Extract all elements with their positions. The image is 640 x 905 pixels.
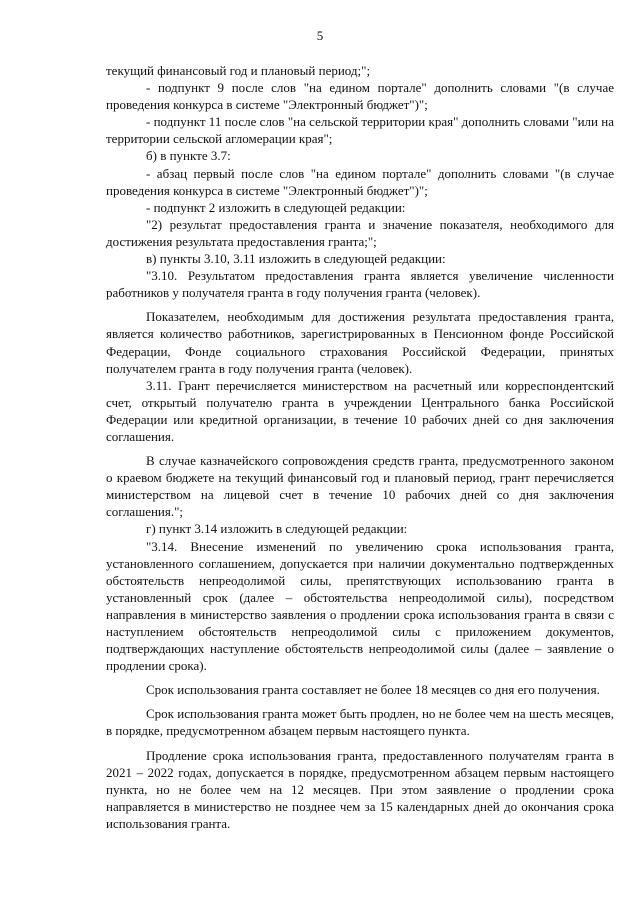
- paragraph: 3.11. Грант перечисляется министерством на расчетный или корреспондентский счет, открытый получателю гранта в учреждении Центрального банка Российской Федерации или кредитной организации, в течение 10 рабочих дней со дня заключения соглашения.: [106, 377, 614, 444]
- paragraph: - абзац первый после слов "на едином портале" дополнить словами "(в случае проведения конкурса в системе "Электронный бюджет")";: [106, 165, 614, 198]
- paragraph: б) в пункте 3.7:: [146, 148, 231, 164]
- paragraph: "3.14. Внесение изменений по увеличению срока использования гранта, установленного соглашением, допускается при наличии документально подтвержденных обстоятельств непреодолимой силы, препятствующих использованию гранта в установленный срок (далее – обстоятельства непреодолимой силы), посредством направления в министерство заявления о продлении срока использования гранта в связи с наступлением обстоятельств непреодолимой силы с приложением документов, подтверждающих наступление обстоятельств непреодолимой силы (далее – заявление о продлении срока).: [106, 538, 614, 674]
- paragraph: Срок использования гранта может быть продлен, но не более чем на шесть месяцев, в порядке, предусмотренном абзацем первым настоящего пункта.: [106, 706, 614, 739]
- paragraph: - подпункт 2 изложить в следующей редакции:: [146, 199, 406, 215]
- page-number: 5: [316, 28, 324, 43]
- paragraph: Показателем, необходимым для достижения результата предоставления гранта, является количество работников, зарегистрированных в Пенсионном фонде Российской Федерации, Фонде социального страхования Российской Федерации, принятых получателем гранта в году получения гранта (человек).: [106, 309, 614, 376]
- paragraph: - подпункт 9 после слов "на едином портале" дополнить словами "(в случае проведения конкурса в системе "Электронный бюджет")";: [106, 80, 614, 113]
- paragraph: Срок использования гранта составляет не более 18 месяцев со дня его получения.: [146, 682, 600, 698]
- paragraph: Продление срока использования гранта, предоставленного получателям гранта в 2021 – 2022 годах, допускается в порядке, предусмотренном абзацем первым настоящего пункта, но не более чем на 12 месяцев. При этом заявление о продлении срока направляется в министерство не позднее чем за 15 календарных дней до окончания срока использования гранта.: [106, 747, 614, 831]
- paragraph: текущий финансовый год и плановый период;";: [106, 63, 371, 78]
- paragraph: "3.10. Результатом предоставления гранта является увеличение численности работников у получателя гранта в году получения гранта (человек).: [106, 268, 614, 301]
- paragraph: "2) результат предоставления гранта и значение показателя, необходимого для достижения результата предоставления гранта;";: [106, 216, 614, 249]
- paragraph: в) пункты 3.10, 3.11 изложить в следующей редакции:: [146, 251, 446, 267]
- paragraph: В случае казначейского сопровождения средств гранта, предусмотренного законом о краевом бюджете на текущий финансовый год и плановый период, грант перечисляется министерством на лицевой счет в течение 10 рабочих дней со дня заключения соглашения.";: [106, 453, 614, 520]
- paragraph: - подпункт 11 после слов "на сельской территории края" дополнить словами "или на территории сельской агломерации края";: [106, 114, 614, 147]
- paragraph: г) пункт 3.14 изложить в следующей редакции:: [146, 521, 408, 537]
- document-body: [106, 62, 614, 832]
